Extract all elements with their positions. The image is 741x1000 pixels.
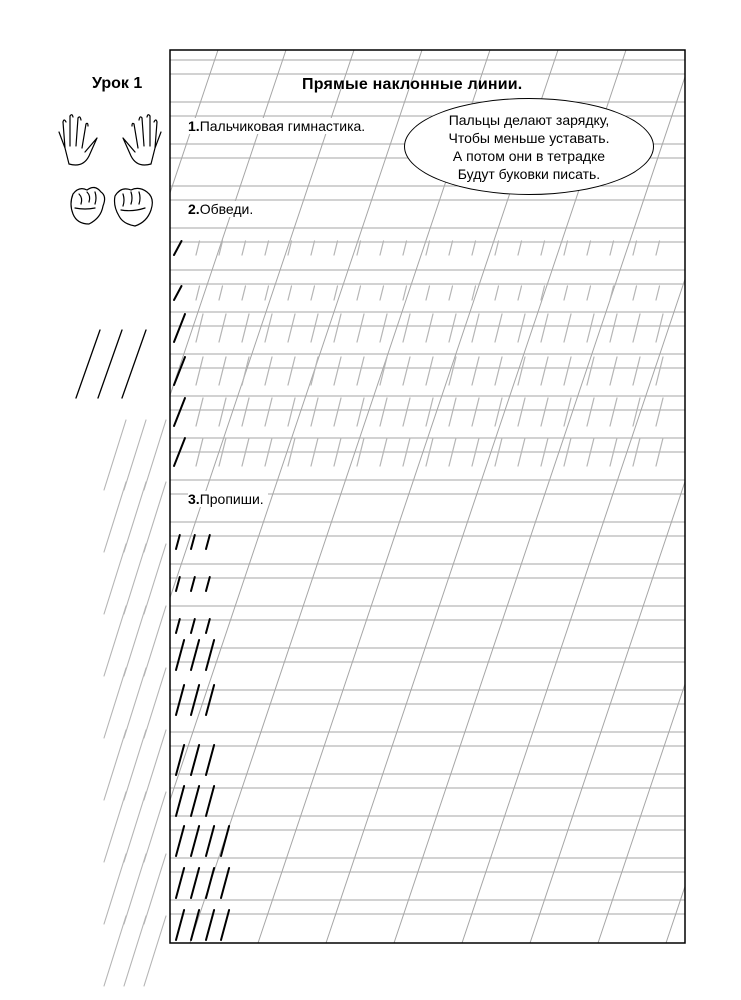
trace-stroke — [242, 286, 246, 300]
trace-stroke — [334, 357, 341, 385]
trace-stroke — [610, 357, 617, 385]
margin-guide-stroke — [144, 792, 166, 862]
ruling-lines — [170, 60, 685, 914]
trace-stroke — [610, 314, 617, 342]
margin-guide-stroke — [144, 544, 166, 614]
trace-stroke — [357, 398, 364, 426]
margin-guide-stroke — [104, 792, 126, 862]
trace-stroke — [242, 314, 249, 342]
trace-stroke — [403, 241, 407, 255]
trace-stroke — [288, 314, 295, 342]
trace-stroke — [449, 398, 456, 426]
sample-stroke — [191, 535, 195, 549]
trace-stroke — [265, 314, 272, 342]
slant-guide-line — [734, 50, 741, 943]
sample-stroke — [206, 535, 210, 549]
trace-stroke — [334, 398, 341, 426]
trace-stroke — [219, 314, 226, 342]
trace-stroke — [426, 357, 433, 385]
trace-stroke — [518, 241, 522, 255]
margin-guide-stroke — [144, 854, 166, 924]
trace-stroke — [403, 357, 410, 385]
trace-stroke — [380, 241, 384, 255]
trace-stroke — [541, 357, 548, 385]
trace-stroke — [495, 357, 502, 385]
trace-stroke — [426, 286, 430, 300]
margin-guide-stroke — [104, 544, 126, 614]
slant-guide-line — [666, 50, 741, 943]
margin-guide-stroke — [124, 420, 146, 490]
trace-stroke — [541, 241, 545, 255]
task-2-number: 2. — [188, 201, 200, 217]
trace-stroke — [334, 241, 338, 255]
trace-stroke — [288, 398, 295, 426]
margin-guide-stroke — [104, 606, 126, 676]
margin-guide-stroke — [144, 730, 166, 800]
poem-line: Будут буковки писать. — [457, 165, 601, 182]
sample-stroke — [206, 786, 214, 816]
trace-stroke — [265, 357, 272, 385]
task-2 — [188, 201, 257, 217]
slant-guide-line — [122, 50, 422, 943]
trace-stroke — [196, 398, 203, 426]
trace-stroke — [449, 314, 456, 342]
trace-stroke — [495, 241, 499, 255]
trace-stroke — [656, 241, 660, 255]
trace-stroke — [196, 241, 200, 255]
trace-stroke — [380, 314, 387, 342]
sample-strokes — [176, 535, 229, 940]
trace-stroke — [633, 241, 637, 255]
page-title: Прямые наклонные линии. — [302, 76, 523, 93]
trace-stroke — [656, 286, 660, 300]
task-3-text: Пропиши. — [199, 491, 264, 507]
trace-stroke — [265, 241, 269, 255]
trace-stroke — [472, 314, 479, 342]
margin-guide-stroke — [124, 916, 146, 986]
margin-guide-stroke — [124, 668, 146, 738]
trace-stroke — [610, 398, 617, 426]
margin-guide-stroke — [104, 420, 126, 490]
sample-stroke — [191, 786, 199, 816]
trace-stroke — [610, 286, 614, 300]
trace-stroke — [518, 286, 522, 300]
margin-guide-stroke — [144, 606, 166, 676]
poem-line: А потом они в тетрадке — [452, 147, 606, 164]
trace-stroke — [288, 286, 292, 300]
margin-practice-strokes — [76, 330, 166, 986]
trace-stroke — [564, 357, 571, 385]
trace-stroke — [449, 286, 453, 300]
sample-stroke — [206, 619, 210, 633]
trace-stroke — [518, 314, 525, 342]
trace-stroke — [219, 357, 226, 385]
sample-stroke — [176, 640, 184, 670]
task-3 — [188, 491, 268, 507]
trace-stroke — [196, 357, 203, 385]
margin-guide-stroke — [104, 916, 126, 986]
trace-stroke — [564, 241, 568, 255]
margin-stroke — [122, 330, 146, 398]
trace-stroke — [357, 357, 364, 385]
trace-stroke — [311, 398, 318, 426]
trace-stroke — [587, 314, 594, 342]
margin-guide-stroke — [144, 668, 166, 738]
trace-stroke — [518, 398, 525, 426]
sample-stroke — [174, 357, 185, 385]
poem-line: Чтобы меньше уставать. — [448, 129, 610, 146]
trace-stroke — [472, 398, 479, 426]
slant-guide-line — [598, 50, 741, 943]
margin-guide-stroke — [104, 854, 126, 924]
margin-guide-stroke — [124, 854, 146, 924]
trace-stroke — [334, 286, 338, 300]
trace-stroke — [587, 398, 594, 426]
trace-stroke — [426, 241, 430, 255]
trace-stroke — [472, 241, 476, 255]
margin-guide-stroke — [124, 792, 146, 862]
sample-stroke — [191, 577, 195, 591]
margin-guide-stroke — [124, 730, 146, 800]
trace-stroke — [656, 314, 663, 342]
sample-stroke — [174, 241, 182, 255]
trace-stroke — [380, 286, 384, 300]
margin-guide-stroke — [104, 482, 126, 552]
trace-stroke — [288, 241, 292, 255]
task-2-text: Обведи. — [199, 201, 254, 217]
trace-stroke — [288, 357, 295, 385]
trace-stroke — [242, 398, 249, 426]
open-hands-illustration — [55, 108, 165, 168]
sample-stroke — [174, 314, 185, 342]
sample-stroke — [206, 640, 214, 670]
task-1-text: Пальчиковая гимнастика. — [199, 118, 366, 134]
trace-stroke — [633, 357, 640, 385]
trace-stroke — [541, 314, 548, 342]
trace-stroke — [311, 314, 318, 342]
trace-stroke — [357, 314, 364, 342]
trace-stroke — [564, 286, 568, 300]
sample-stroke — [176, 786, 184, 816]
trace-stroke — [380, 398, 387, 426]
trace-stroke — [495, 286, 499, 300]
sample-stroke — [191, 619, 195, 633]
sample-stroke — [176, 619, 180, 633]
trace-stroke — [242, 357, 249, 385]
trace-stroke — [357, 286, 361, 300]
trace-stroke — [587, 357, 594, 385]
margin-guide-stroke — [144, 420, 166, 490]
trace-stroke — [587, 241, 591, 255]
trace-stroke — [426, 398, 433, 426]
trace-stroke — [265, 398, 272, 426]
trace-stroke — [311, 286, 315, 300]
trace-stroke — [380, 357, 387, 385]
trace-stroke — [495, 314, 502, 342]
trace-stroke — [265, 286, 269, 300]
sample-stroke — [176, 535, 180, 549]
sample-stroke — [206, 577, 210, 591]
sample-stroke — [174, 286, 182, 300]
trace-stroke — [219, 286, 223, 300]
trace-stroke — [564, 398, 571, 426]
trace-stroke — [403, 286, 407, 300]
trace-stroke — [242, 241, 246, 255]
sample-stroke — [206, 745, 214, 775]
sample-stroke — [191, 745, 199, 775]
margin-guide-stroke — [144, 482, 166, 552]
trace-stroke — [656, 398, 663, 426]
task-1 — [188, 118, 369, 134]
trace-stroke — [449, 241, 453, 255]
task-3-number: 3. — [188, 491, 200, 507]
margin-guide-stroke — [104, 668, 126, 738]
fists-illustration — [65, 180, 160, 230]
margin-guide-stroke — [124, 606, 146, 676]
sample-stroke — [191, 640, 199, 670]
trace-stroke — [426, 314, 433, 342]
trace-stroke — [196, 286, 200, 300]
trace-stroke — [633, 398, 640, 426]
margin-stroke — [98, 330, 122, 398]
sample-stroke — [174, 398, 185, 426]
lesson-label: Урок 1 — [92, 75, 143, 92]
trace-stroke — [403, 398, 410, 426]
poem-bubble — [404, 98, 654, 195]
margin-guide-stroke — [104, 730, 126, 800]
trace-stroke — [472, 357, 479, 385]
trace-stroke — [587, 286, 591, 300]
trace-stroke — [334, 314, 341, 342]
trace-stroke — [633, 314, 640, 342]
trace-stroke — [403, 314, 410, 342]
trace-stroke — [219, 398, 226, 426]
poem-line: Пальцы делают зарядку, — [448, 111, 610, 128]
trace-stroke — [541, 398, 548, 426]
trace-stroke — [311, 241, 315, 255]
margin-guide-stroke — [124, 544, 146, 614]
trace-stroke — [196, 314, 203, 342]
margin-guide-stroke — [124, 482, 146, 552]
trace-stroke — [564, 314, 571, 342]
margin-guide-stroke — [144, 916, 166, 986]
trace-stroke — [610, 241, 614, 255]
trace-stroke — [311, 357, 318, 385]
trace-stroke — [633, 286, 637, 300]
margin-stroke — [76, 330, 100, 398]
task-1-number: 1. — [188, 118, 200, 134]
